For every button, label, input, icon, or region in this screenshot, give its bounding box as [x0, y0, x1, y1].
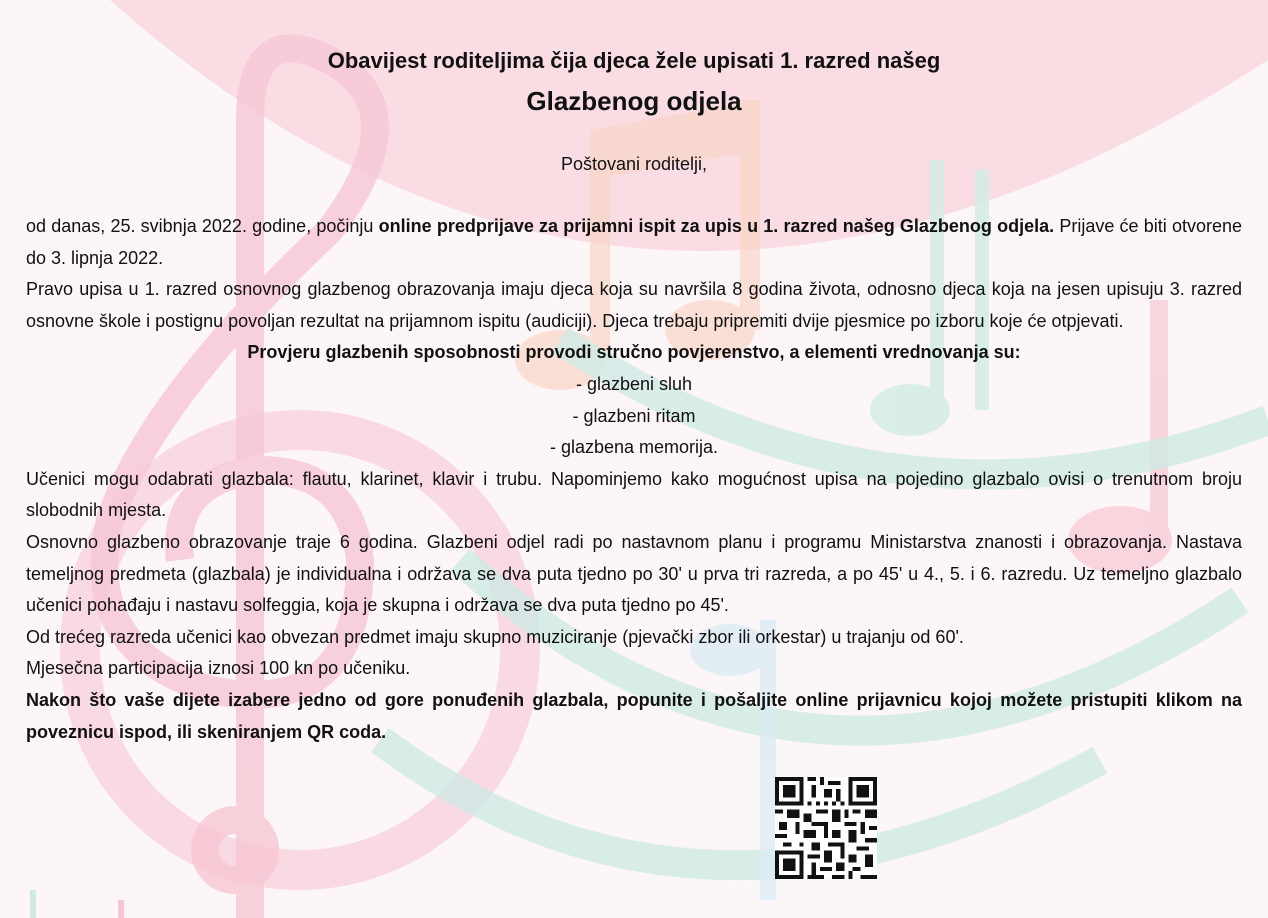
- qr-code-icon[interactable]: [775, 777, 877, 879]
- criteria-item: - glazbeni ritam: [572, 405, 696, 426]
- paragraph-bold-text: online predprijave za prijamni ispit za upis u 1. razred našeg Glazbenog odjela.: [378, 216, 1055, 236]
- paragraph-instruments: Učenici mogu odabrati glazbala: flautu, klarinet, klavir i trubu. Napominjemo kako mogućnost upisa na pojedino glazbalo ovisi o trenutnom broju slobodnih mjesta.: [26, 468, 1242, 521]
- criteria-item: - glazbeni sluh: [575, 373, 693, 394]
- paragraph-eligibility: Pravo upisa u 1. razred osnovnog glazbenog obrazovanja imaju djeca koja su navršila 8 godina života, odnosno djeca koja na jesen upisuju 3. razred osnovne škole i postignu povoljan rezultat na prijamnom ispitu (audiciji). Djeca trebaju pripremiti dvije pjesmice po izboru koje će otpjevati.: [26, 279, 1242, 331]
- title-line-1: Obavijest roditeljima čija djeca žele upisati 1. razred našeg: [327, 48, 941, 73]
- paragraph-text: Prijave će biti otvorene do 3. lipnja 2022.: [26, 216, 1242, 268]
- paragraph-bold-text: Nakon što vaše dijete izabere jedno od gore ponuđenih glazbala, popunite i pošaljite online prijavnicu kojoj možete pristupiti klikom na poveznicu ispod, ili skeniranjem QR coda.: [26, 689, 1242, 742]
- paragraph-ensemble: Od trećeg razreda učenici kao obvezan predmet imaju skupno muziciranje (pjevački zbor ili orkestar) u trajanju od 60'.: [26, 626, 964, 647]
- title-line-2: Glazbenog odjela: [526, 86, 742, 116]
- paragraph-apply: [26, 685, 1242, 748]
- paragraph-text: od danas, 25. svibnja 2022. godine, počinju: [26, 216, 379, 236]
- greeting: Poštovani roditelji,: [560, 154, 708, 174]
- paragraph-fee: Mjesečna participacija iznosi 100 kn po učeniku.: [26, 658, 411, 679]
- criteria-heading: [26, 337, 1242, 369]
- paragraph-duration: Osnovno glazbeno obrazovanje traje 6 godina. Glazbeni odjel radi po nastavnom planu i programu Ministarstva znanosti i obrazovanja. Nastava temeljnog predmeta (glazbala) je individualna i održava se dva puta tjedno po 30' u prva tri razreda, a po 45' u 4., 5. i 6. razredu. Uz temeljno glazbalo učenici pohađaju i nastavu solfeggia, koja je skupna i održava se dva puta tjedno po 45'.: [26, 531, 1242, 616]
- notice-body: [26, 211, 1242, 748]
- criteria-heading-text: Provjeru glazbenih sposobnosti provodi stručno povjerenstvo, a elementi vrednovanja su:: [247, 342, 1021, 363]
- paragraph-registration: [26, 211, 1242, 274]
- criteria-item: - glazbena memorija.: [549, 437, 719, 458]
